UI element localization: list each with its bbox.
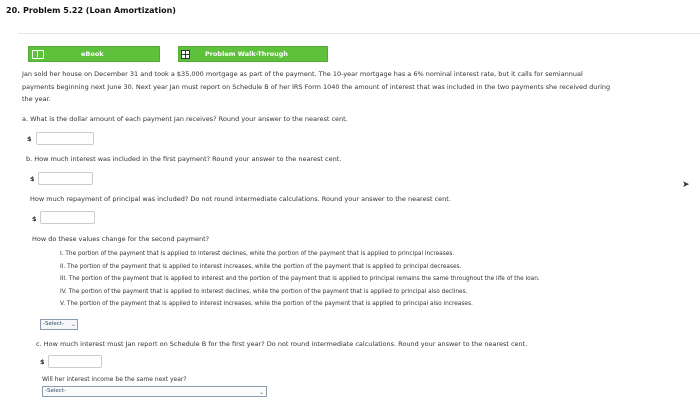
answer-options xyxy=(60,248,540,311)
book-icon xyxy=(32,50,44,59)
change-select-value: -Select- xyxy=(43,321,64,327)
divider xyxy=(18,33,700,34)
question-a: a. What is the dollar amount of each payment Jan receives? Round your answer to the nearest cent. xyxy=(22,115,348,123)
ebook-button[interactable] xyxy=(28,46,160,62)
chevron-down-icon: ⌄ xyxy=(258,389,264,396)
payment-amount-input[interactable] xyxy=(36,132,94,145)
option-item: IV. The portion of the payment that is applied to interest declines, while the portion of the payment that is applied to principal also declines. xyxy=(60,288,468,295)
currency-symbol: $ xyxy=(30,175,35,183)
ebook-label: eBook xyxy=(81,50,104,58)
currency-symbol: $ xyxy=(32,215,37,223)
same-next-year-select[interactable] xyxy=(42,386,267,397)
walkthrough-label: Problem Walk-Through xyxy=(205,50,289,58)
option-item: II. The portion of the payment that is applied to interest increases, while the portion of the payment that is applied to principal decreases. xyxy=(60,263,462,270)
problem-title: 20. Problem 5.22 (Loan Amortization) xyxy=(6,6,176,15)
change-select[interactable] xyxy=(40,319,78,330)
question-b-principal: How much repayment of principal was included? Do not round intermediate calculations. Round your answer to the nearest cent. xyxy=(30,195,451,203)
problem-statement xyxy=(22,68,698,106)
schedule-b-interest-input[interactable] xyxy=(48,355,102,368)
grid-icon xyxy=(181,50,190,59)
problem-line: payments beginning next June 30. Next year Jan must report on Schedule B of her IRS Form 1040 the amount of interest that was included in the two payments she received during xyxy=(22,82,611,91)
chevron-down-icon: ⌄ xyxy=(70,321,76,328)
question-c: c. How much interest must Jan report on Schedule B for the first year? Do not round intermediate calculations. Round your answer to the nearest cent. xyxy=(36,340,528,348)
mouse-cursor-icon: ➤ xyxy=(682,180,690,190)
option-item: III. The portion of the payment that is applied to interest and the portion of the payment that is applied to principal remains the same throughout the life of the loan. xyxy=(60,276,540,282)
question-c-same: Will her interest income be the same next year? xyxy=(42,376,187,383)
problem-line: Jan sold her house on December 31 and took a $35,000 mortgage as part of the payment. The 10-year mortgage has a 6% nominal interest rate, but it calls for semiannual xyxy=(22,70,583,78)
same-select-value: -Select- xyxy=(45,388,66,394)
problem-line: the year. xyxy=(22,95,51,103)
question-b: b. How much interest was included in the first payment? Round your answer to the nearest cent. xyxy=(26,155,342,163)
currency-symbol: $ xyxy=(40,358,45,366)
first-interest-input[interactable] xyxy=(38,172,93,185)
problem-walkthrough-button[interactable] xyxy=(178,46,328,62)
principal-repayment-input[interactable] xyxy=(40,211,95,224)
option-item: V. The portion of the payment that is applied to interest increases, while the portion of the payment that is applied to principal also increases. xyxy=(60,301,473,307)
option-item: I. The portion of the payment that is applied to interest declines, while the portion of the payment that is applied to principal increases. xyxy=(60,251,455,257)
question-b-change: How do these values change for the second payment? xyxy=(32,235,210,243)
currency-symbol: $ xyxy=(27,135,32,143)
